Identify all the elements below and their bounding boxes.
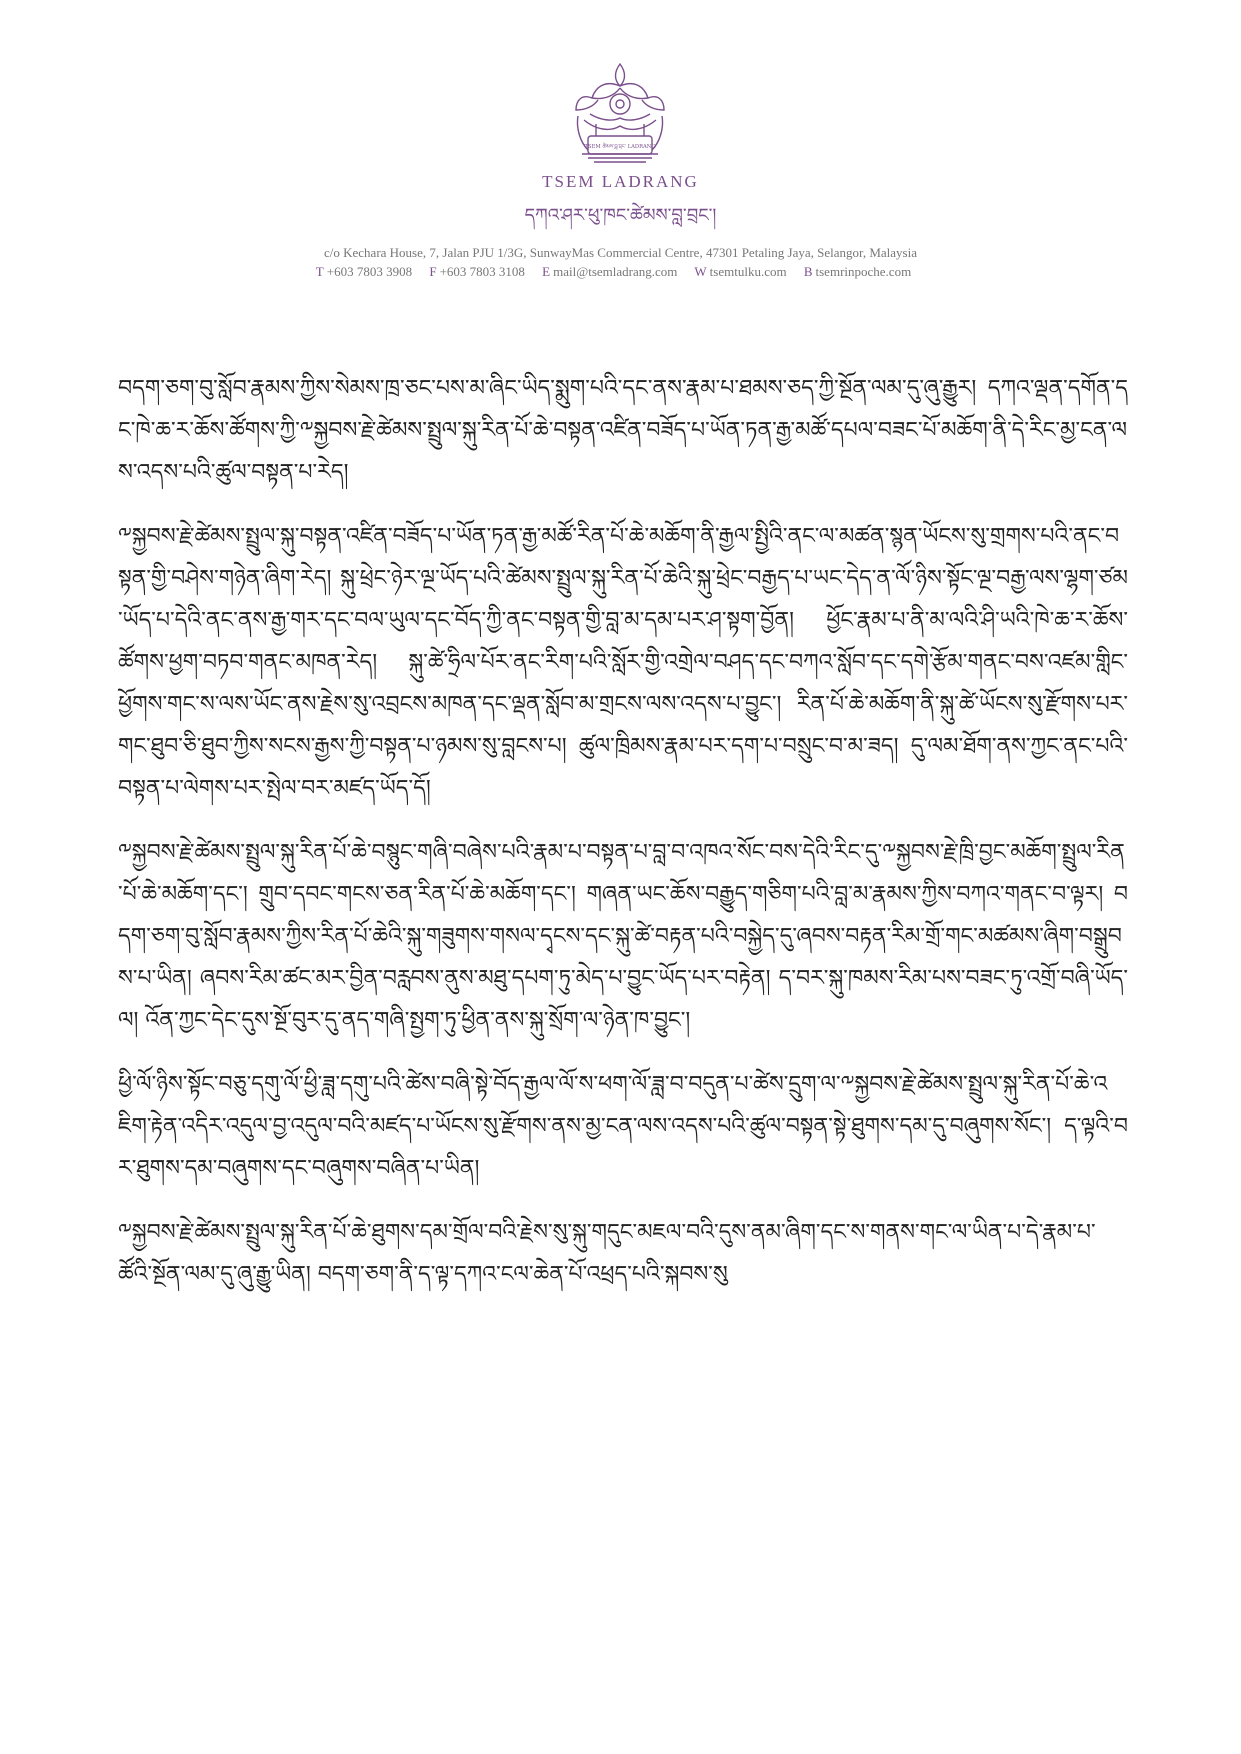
letter-body <box>118 368 1128 1318</box>
website-link[interactable]: tsemtulku.com <box>709 264 787 279</box>
paragraph: ༸སྐྱབས་རྗེ་ཚེམས་སྤྲུལ་སྐུ་རིན་པོ་ཆེ་བསྙུང་གཞི་བཞེས་པའི་རྣམ་པ་བསྟན་པ་བླ་བ་འཁའ་སོང་བས་དེའི་རིང་དུ་༸སྐྱབས་རྗེ་ཁྲི་བྱང་མཆོག་སྤྲུལ་རིན་པོ་ཆེ་མཆོག་དང་། གྲུབ་དབང་གངས་ཅན་རིན་པོ་ཆེ་མཆོག་དང་། གཞན་ཡང་ཆོས་བརྒྱུད་གཅིག་པའི་བླ་མ་རྣམས་ཀྱིས་བཀའ་གནང་བ་ལྟར། བདག་ཅག་བུ་སློབ་རྣམས་ཀྱིས་རིན་པོ་ཆེའི་སྐུ་གཟུགས་གསལ་དྭངས་དང་སྐུ་ཚེ་བརྟན་པའི་བསྐྱེད་དུ་ཞབས་བརྟན་རིམ་གྲོ་གང་མཚམས་ཞིག་བསྒྲུབས་པ་ཡིན། ཞབས་རིམ་ཚང་མར་བྱིན་བརླབས་ནུས་མཐུ་དཔག་ཏུ་མེད་པ་བྱུང་ཡོད་པར་བརྟེན། ད་བར་སྐུ་ཁམས་རིམ་པས་བཟང་ཏུ་འགྲོ་བཞི་ཡོད་ལ། འོན་ཀྱང་དེང་དུས་སྔོ་བུར་དུ་ནད་གཞི་སྤྱག་ཏུ་ཕྱིན་ནས་སྐུ་སྲོག་ལ་ཉེན་ཁ་བྱུང་། <box>118 840 1128 1033</box>
contact-key: F <box>429 264 437 279</box>
org-name-tibetan: དཀའ་ཤར་ཕུ་ཁང་ཚེམས་བླ་བྲང་། <box>524 205 717 226</box>
letterhead <box>0 0 1241 300</box>
email-address: mail@tsemladrang.com <box>553 264 678 279</box>
paragraph: བདག་ཅག་བུ་སློབ་རྣམས་ཀྱིས་སེམས་ཁྲ་ཅང་པས་མ་ཞིང་ཡིད་སྨུག་པའི་དང་ནས་རྣམ་པ་ཐམས་ཅད་ཀྱི་སྔོན་ལམ་དུ་ཞུ་རྒྱུར། དཀའ་ལྡན་དགོན་དང་ཁེ་ཆ་ར་ཆོས་ཚོགས་ཀྱི་༸སྐྱབས་རྗེ་ཚེམས་སྤྲུལ་སྐུ་རིན་པོ་ཆེ་བསྟན་འཛིན་བཟོད་པ་ཡོན་ཏན་རྒྱ་མཚོ་དཔལ་བཟང་པོ་མཆོག་ནི་དེ་རིང་མྱ་ངན་ལས་འདས་པའི་ཚུལ་བསྟན་པ་རེད། <box>118 376 1128 485</box>
logo-text: TSEM ཚེམས་བླ་བྲང་ LADRANG <box>584 144 656 150</box>
paragraph: ༸སྐྱབས་རྗེ་ཚེམས་སྤྲུལ་སྐུ་རིན་པོ་ཆེ་ཐུགས་དམ་གྲོལ་བའི་རྗེས་སུ་སྐུ་གདུང་མཇལ་བའི་དུས་ནམ་ཞིག་དང་ས་གནས་གང་ལ་ཡིན་པ་དེ་རྣམ་པ་ཚོའི་སྔོན་ལམ་དུ་ཞུ་རྒྱུ་ཡིན། བདག་ཅག་ནི་ད་ལྟ་དཀའ་ངལ་ཆེན་པོ་འཕྲད་པའི་སྐབས་སུ <box>118 1220 1096 1287</box>
fax-number: +603 7803 3108 <box>439 264 525 279</box>
blog-link[interactable]: tsemrinpoche.com <box>815 264 912 279</box>
contact-key: W <box>694 264 707 279</box>
paragraph: ༸སྐྱབས་རྗེ་ཚེམས་སྤྲུལ་སྐུ་བསྟན་འཛིན་བཟོད་པ་ཡོན་ཏན་རྒྱ་མཚོ་རིན་པོ་ཆེ་མཆོག་ནི་རྒྱལ་སྤྱིའི་ནང་ལ་མཚན་སྙན་ཡོངས་སུ་གྲགས་པའི་ནང་བསྟན་གྱི་བཤེས་གཉེན་ཞིག་རེད། སྐུ་ཕྲེང་ཉེར་ལྔ་ཡོད་པའི་ཚེམས་སྤྲུལ་སྐུ་རིན་པོ་ཆེའི་སྐུ་ཕྲེང་བརྒྱད་པ་ཡང་དེད་ན་ལོ་ཉིས་སྟོང་ལྔ་བརྒྱ་ལས་ལྷག་ཙམ་ཡོད་པ་དེའི་ནང་ནས་རྒྱ་གར་དང་བལ་ཡུལ་དང་བོད་ཀྱི་ནང་བསྟན་གྱི་བླ་མ་དམ་པར་ཤ་སྟག་བྱོན། ཕྱོང་རྣམ་པ་ནི་མ་ལའི་ཤི་ཡའི་ཁེ་ཆ་ར་ཆོས་ཚོགས་ཕྱག་བཏབ་གནང་མཁན་རེད། སྐུ་ཚེ་ཧྲིལ་པོར་ནང་རིག་པའི་སློར་གྱི་འགྲེལ་བཤད་དང་བཀའ་སློབ་དང་དགེ་རྩོམ་གནང་བས་འཛམ་གླིང་ཕྱོགས་གང་ས་ལས་ཡོང་ནས་རྗེས་སུ་འབྲངས་མཁན་དང་ལྡན་སློབ་མ་གྲངས་ལས་འདས་པ་བྱུང་། རིན་པོ་ཆེ་མཆོག་ནི་སྐུ་ཚེ་ཡོངས་སུ་རྫོགས་པར་གང་ཐུབ་ཅི་ཐུབ་ཀྱིས་སངས་རྒྱས་ཀྱི་བསྟན་པ་ཉམས་སུ་བླངས་པ། ཚུལ་ཁྲིམས་རྣམ་པར་དག་པ་བསྲུང་བ་མ་ཟད། དུ་ལམ་ཐོག་ནས་ཀྱང་ནང་པའི་བསྟན་པ་ལེགས་པར་སྤེལ་བར་མཛད་ཡོད་དོ། <box>118 524 1128 801</box>
org-name: TSEM LADRANG <box>542 172 699 191</box>
contact-key: E <box>542 264 551 279</box>
contact-line <box>0 264 1241 280</box>
contact-key: B <box>803 264 813 279</box>
phone-number: +603 7803 3908 <box>326 264 413 279</box>
contact-key: T <box>315 264 324 279</box>
org-address: c/o Kechara House, 7, Jalan PJU 1/3G, SunwayMas Commercial Centre, 47301 Petaling Jaya, Selangor, Malaysia <box>323 245 918 260</box>
paragraph: ཕྱི་ལོ་ཉིས་སྟོང་བཅུ་དགུ་ལོ་ཕྱི་ཟླ་དགུ་པའི་ཚེས་བཞི་སྟེ་བོད་རྒྱལ་ལོ་ས་ཕག་ལོ་ཟླ་བ་བདུན་པ་ཚེས་དྲུག་ལ་༸སྐྱབས་རྗེ་ཚེམས་སྤྲུལ་སྐུ་རིན་པོ་ཆེ་འཇིག་རྟེན་འདིར་འདུལ་བྱ་འདུལ་བའི་མཛད་པ་ཡོངས་སུ་རྫོགས་ནས་མྱ་ངན་ལས་འདས་པའི་ཚུལ་བསྟན་སྟེ་ཐུགས་དམ་དུ་བཞུགས་སོང་། ད་ལྟའི་བར་ཐུགས་དམ་བཞུགས་དང་བཞུགས་བཞིན་པ་ཡིན། <box>118 1072 1128 1181</box>
lotus-emblem-icon <box>570 58 670 168</box>
